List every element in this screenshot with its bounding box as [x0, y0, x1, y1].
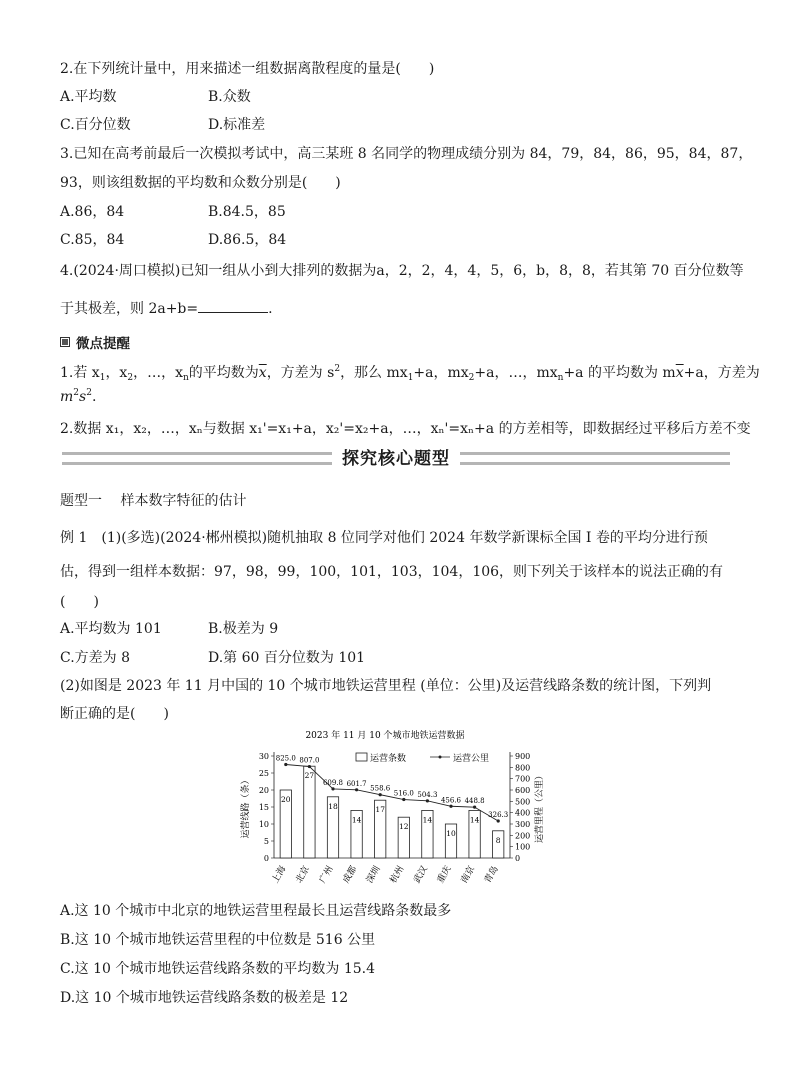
category-label: 重庆	[435, 864, 454, 886]
y2-tick-label: 200	[515, 831, 531, 841]
ex1-stem-line1: 例 1 (1)(多选)(2024·郴州模拟)随机抽取 8 位同学对他们 2024 年数学新课标全国 I 卷的平均分进行预	[60, 530, 708, 546]
mileage-line	[286, 765, 498, 825]
category-label: 北京	[294, 864, 312, 886]
section-banner	[62, 446, 730, 472]
tip-1-text: .	[91, 389, 97, 405]
q3-option-b: B.84.5，85	[208, 204, 286, 220]
q3-option-d: D.86.5，84	[208, 232, 287, 248]
category-label: 武汉	[412, 864, 430, 886]
ex1-stem-line3: ( )	[60, 594, 99, 610]
ex1-option-b: B.极差为 9	[208, 621, 279, 637]
square-icon	[60, 337, 70, 347]
q2-option-c: C.百分位数	[60, 117, 131, 133]
mileage-value-label: 558.6	[370, 784, 391, 793]
bar-value-label: 14	[469, 815, 480, 825]
subscript: 2	[127, 373, 134, 383]
mileage-point	[355, 788, 358, 791]
tip-1-text: ，x	[105, 365, 128, 381]
subscript: 1	[407, 373, 414, 383]
mileage-point	[449, 805, 452, 808]
mileage-value-label: 516.0	[393, 789, 414, 798]
q3-option-a: A.86，84	[60, 204, 125, 220]
q3-stem-line1: 3.已知在高考前最后一次模拟考试中，高三某班 8 名同学的物理成绩分别为 84，79，84，86，95，84，87，	[60, 146, 753, 162]
subscript: n	[182, 373, 189, 383]
ex1-part2-line1: (2)如图是 2023 年 11 月中国的 10 个城市地铁运营里程 (单位：公里)及运营线路条数的统计图，下列判	[60, 678, 712, 694]
tip-1-line1	[60, 362, 760, 383]
q2-option-a: A.平均数	[60, 89, 117, 105]
tip-1-text: ，那么 mx	[340, 365, 408, 381]
q2-option-b: B.众数	[208, 89, 251, 105]
mileage-point	[379, 793, 382, 796]
y-tick-label: 15	[258, 803, 269, 812]
tips-heading-text: 微点提醒	[76, 336, 130, 352]
mileage-point	[331, 787, 334, 790]
y2-tick-label: 700	[515, 774, 531, 784]
y2-tick-label: 400	[515, 808, 531, 818]
legend-line-marker	[439, 756, 442, 759]
bar-value-label: 14	[422, 815, 433, 825]
y2-axis-label: 运营里程（公里）	[535, 770, 545, 844]
y2-tick-label: 100	[515, 842, 531, 852]
y2-tick-label: 0	[515, 854, 521, 863]
mileage-point	[402, 798, 405, 801]
q4-stem-text: 于其极差，则 2a+b=	[60, 301, 199, 317]
tip-1-text: s	[79, 389, 87, 405]
bar-value-label: 18	[328, 801, 338, 811]
tip-1-text: +a，方差为	[683, 365, 760, 381]
category-label: 上海	[270, 864, 289, 886]
mileage-value-label: 456.6	[440, 796, 462, 805]
y2-tick-label: 900	[515, 752, 531, 761]
tip-1-text: +a，…，mx	[474, 365, 558, 381]
tip-1-text: 1.若 x	[60, 365, 100, 381]
mean-symbol: $\overline{x}$	[258, 365, 267, 381]
category-label: 成都	[341, 864, 360, 886]
mean-symbol: $\overline{x}$	[675, 365, 684, 381]
bar-value-label: 8	[495, 835, 501, 845]
mileage-value-label: 601.7	[346, 779, 367, 788]
tip-2: 2.数据 x₁，x₂，…，xₙ与数据 x₁'=x₁+a，x₂'=x₂+a，…，xₙ'=xₙ+a 的方差相等，即数据经过平移后方差不变	[60, 421, 751, 437]
y2-tick-label: 500	[515, 797, 531, 807]
bar-value-label: 27	[304, 771, 315, 781]
ex1-option-d: D.第 60 百分位数为 101	[208, 650, 366, 666]
tip-1-text: +a 的平均数为 m	[563, 365, 676, 381]
category-label: 南京	[459, 864, 478, 886]
ex1-chart-option-d: D.这 10 个城市地铁运营线路条数的极差是 12	[60, 990, 349, 1006]
bar-value-label: 17	[375, 805, 385, 815]
mileage-point	[497, 819, 500, 822]
q2-option-d: D.标准差	[208, 117, 266, 133]
ex1-option-a: A.平均数为 101	[60, 621, 162, 637]
y-tick-label: 5	[263, 837, 269, 846]
legend-bar-label: 运营条数	[370, 754, 407, 764]
category-label: 青岛	[483, 864, 501, 886]
chart-title: 2023 年 11 月 10 个城市地铁运营数据	[305, 731, 465, 741]
y-tick-label: 10	[258, 820, 269, 829]
tips-heading	[60, 332, 130, 352]
q3-stem-line2: 93，则该组数据的平均数和众数分别是( )	[60, 175, 341, 191]
category-label: 杭州	[388, 864, 407, 886]
mileage-value-label: 825.0	[275, 754, 296, 763]
y-tick-label: 0	[263, 854, 269, 863]
legend-bar-swatch	[356, 753, 367, 761]
y-axis-label: 运营线路（条）	[241, 775, 251, 839]
superscript: 2	[334, 364, 341, 374]
ex1-option-c: C.方差为 8	[60, 650, 131, 666]
ex1-chart-option-a: A.这 10 个城市中北京的地铁运营里程最长且运营线路条数最多	[60, 903, 452, 919]
y2-tick-label: 300	[515, 820, 531, 829]
mileage-point	[473, 806, 476, 809]
tip-1-text: m	[60, 389, 74, 405]
mileage-value-label: 448.8	[464, 797, 485, 806]
tip-1-line2	[60, 388, 96, 405]
ex1-part2-line2: 断正确的是( )	[60, 706, 169, 722]
y-tick-label: 25	[258, 769, 269, 778]
bar-value-label: 10	[446, 829, 456, 838]
q2-stem: 2.在下列统计量中，用来描述一组数据离散程度的量是( )	[60, 61, 435, 77]
bar-value-label: 20	[281, 795, 291, 804]
q3-option-c: C.85，84	[60, 232, 125, 248]
answer-blank[interactable]	[198, 300, 268, 313]
y-tick-label: 20	[258, 786, 269, 795]
subscript: n	[557, 373, 564, 383]
mileage-value-label: 807.0	[299, 756, 320, 765]
type1-heading: 题型一 样本数字特征的估计	[60, 493, 247, 509]
mileage-value-label: 504.3	[417, 790, 438, 799]
ex1-chart-option-c: C.这 10 个城市地铁运营线路条数的平均数为 15.4	[60, 961, 375, 977]
tip-1-text: ，方差为 s	[266, 365, 335, 381]
y2-tick-label: 600	[515, 786, 531, 795]
q4-stem-line2: 于其极差，则 2a+b= .	[60, 301, 273, 317]
legend-line-label: 运营公里	[453, 754, 490, 764]
category-label: 广州	[317, 864, 336, 886]
mileage-value-label: 326.3	[488, 811, 509, 820]
section-title: 探究核心题型	[332, 446, 460, 472]
subscript: 2	[468, 373, 475, 383]
q4-stem-line1: 4.(2024·周口模拟)已知一组从小到大排列的数据为a，2，2，4，4，5，6，b，8，8，若其第 70 百分位数等	[60, 263, 744, 279]
bar-value-label: 12	[399, 822, 409, 832]
mileage-point	[284, 763, 287, 766]
metro-chart	[240, 726, 550, 896]
mileage-value-label: 609.8	[322, 778, 344, 787]
ex1-chart-option-b: B.这 10 个城市地铁运营里程的中位数是 516 公里	[60, 932, 376, 948]
subscript: 1	[99, 373, 106, 383]
superscript: 2	[73, 388, 80, 398]
category-label: 深圳	[365, 864, 383, 886]
ex1-stem-line2: 估，得到一组样本数据：97，98，99，100，101，103，104，106，则下列关于该样本的说法正确的有	[60, 564, 724, 580]
bar-value-label: 14	[351, 815, 362, 825]
tip-1-text: 的平均数为	[188, 365, 259, 381]
superscript: 2	[86, 388, 92, 398]
y2-tick-label: 800	[515, 763, 531, 773]
tip-1-text: +a，mx	[413, 365, 469, 381]
mileage-point	[426, 799, 429, 802]
mileage-point	[308, 765, 311, 768]
tip-1-text: ，…，x	[133, 365, 183, 381]
y-tick-label: 30	[258, 752, 269, 761]
